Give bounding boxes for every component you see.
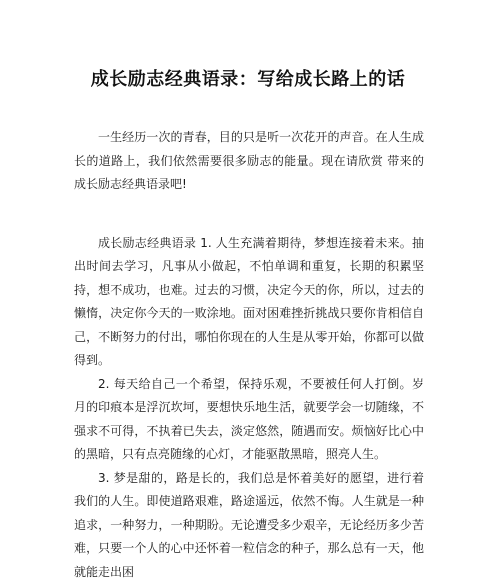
document-title: 成长励志经典语录：写给成长路上的话 (0, 66, 496, 94)
intro-paragraph: 一生经历一次的青春，目的只是听一次花开的声音。在人生成长的道路上，我们依然需要很多励志的能量。现在请欣赏 带来的成长励志经典语录吧! (74, 126, 424, 197)
quote-paragraph-2: 2. 每天给自己一个希望，保持乐观，不要被任何人打倒。岁月的印痕本是浮沉坎坷，要想快乐地生活，就要学会一切随缘，不强求不可得，不执着已失去，淡定悠然，随遇而安。烦恼好比心中的黑暗，只有点亮随缘的心灯，才能驱散黑暗，照亮人生。 (74, 373, 424, 467)
quote-paragraph-3: 3. 梦是甜的，路是长的，我们总是怀着美好的愿望，进行着我们的人生。即使道路艰难，路途遥远，依然不悔。人生就是一种追求，一种努力，一种期盼。无论遭受多少艰辛，无论经历多少苦难，只要一个人的心中还怀着一粒信念的种子，那么总有一天，他就能走出困 (74, 467, 424, 584)
quote-paragraph-1: 成长励志经典语录 1. 人生充满着期待，梦想连接着未来。抽出时间去学习，凡事从小做起，不怕单调和重复，长期的积累坚持，想不成功，也难。过去的习惯，决定今天的你，所以，过去的懒惰，决定你今天的一败涂地。面对困难挫折挑战只要你肯相信自己，不断努力的付出，哪怕你现在的人生是从零开始，你都可以做得到。 (74, 232, 424, 373)
document-body (74, 126, 424, 584)
